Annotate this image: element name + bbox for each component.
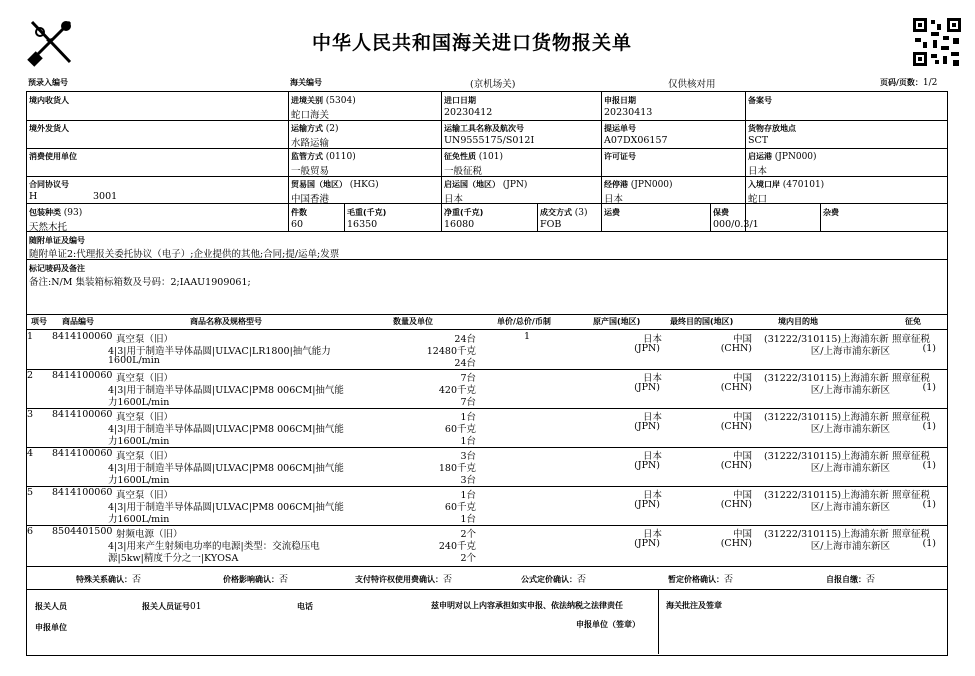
goods-code: 8414100060 (52, 331, 113, 342)
customs-emblem-icon (26, 18, 78, 68)
goods-dom1: (31222/310115)上海浦东新 (764, 412, 889, 423)
goods-dom1: (31222/310115)上海浦东新 (764, 373, 889, 384)
goods-dest: 中国 (732, 412, 752, 423)
origin-country-label: 启运国（地区） (JPN) (444, 180, 528, 190)
goods-dom2: 区/上海市浦东新区 (810, 502, 890, 513)
goods-q3: 1台 (460, 514, 476, 525)
verify-note: 仅供核对用 (668, 79, 716, 90)
customs-approval-label: 海关批注及签章 (666, 601, 722, 610)
goods-q3: 2个 (460, 553, 476, 564)
pieces-value: 60 (291, 219, 304, 230)
supervision-label: 监管方式 (0110) (291, 152, 356, 162)
goods-dom2: 区/上海市浦东新区 (810, 385, 890, 396)
goods-q2: 180千克 (438, 463, 476, 474)
goods-levy2: (1) (922, 538, 936, 549)
col-item: 项号 (31, 317, 47, 326)
departure-port-value: 日本 (748, 166, 768, 177)
self-declare: 自报自缴：否 (826, 575, 876, 585)
goods-origin: 日本 (642, 373, 662, 384)
goods-dest: 中国 (732, 490, 752, 501)
package-value: 天然木托 (29, 222, 68, 233)
goods-levy2: (1) (922, 343, 936, 354)
goods-levy2: (1) (922, 499, 936, 510)
transport-name-label: 运输工具名称及航次号 (444, 124, 524, 133)
goods-dest: 中国 (732, 334, 752, 345)
transport-mode-value: 水路运输 (291, 138, 330, 149)
contract-label: 合同协议号 (29, 180, 69, 189)
declare-unit-label: 申报单位 (35, 623, 67, 632)
goods-code: 8414100060 (52, 448, 113, 459)
goods-name1: 真空泵（旧） (116, 451, 174, 462)
goods-name2: 4|3|用于制造半导体晶圆|ULVAC|PM8 006CM|抽气能 (108, 502, 344, 513)
supervision-value: 一般贸易 (291, 166, 330, 177)
goods-q1: 1台 (460, 490, 476, 501)
import-date-label: 进口日期 (444, 96, 476, 105)
goods-q1: 7台 (460, 373, 476, 384)
bill-no-label: 提运单号 (604, 124, 636, 133)
goods-dom2: 区/上海市浦东新区 (810, 463, 890, 474)
goods-dom1: (31222/310115)上海浦东新 (764, 490, 889, 501)
goods-name3: 力1600L/min (108, 475, 170, 486)
royalty-confirm: 支付特许权使用费确认：否 (355, 575, 453, 585)
goods-dest-code: (CHN) (720, 460, 752, 471)
declare-date-value: 20230413 (604, 107, 653, 118)
goods-no: 4 (27, 448, 34, 459)
consumer-label: 消费使用单位 (29, 152, 77, 161)
goods-q2: 420千克 (438, 385, 476, 396)
col-domestic: 境内目的地 (778, 317, 818, 326)
goods-dom1: (31222/310115)上海浦东新 (764, 334, 889, 345)
customs-no-label: 海关编号 (290, 78, 322, 87)
goods-levy1: 照章征税 (892, 490, 931, 501)
goods-name1: 射频电源（旧） (116, 529, 183, 540)
provisional-price: 暂定价格确认：否 (668, 575, 734, 585)
goods-name2: 4|3|用于制造半导体晶圆|ULVAC|PM8 006CM|抽气能 (108, 385, 344, 396)
goods-code: 8414100060 (52, 409, 113, 420)
insurance-label: 保费 (713, 208, 729, 217)
declare-unit-seal-label: 申报单位（签章） (576, 620, 640, 629)
goods-origin-code: (JPN) (634, 460, 660, 471)
goods-levy1: 照章征税 (892, 529, 931, 540)
goods-price: 1 (523, 331, 530, 342)
goods-dest-code: (CHN) (720, 538, 752, 549)
marks-value: 备注:N/M 集装箱标箱数及号码：2;IAAU1909061; (29, 277, 251, 288)
goods-dest-code: (CHN) (720, 421, 752, 432)
col-name: 商品名称及规格型号 (190, 317, 262, 326)
goods-dom2: 区/上海市浦东新区 (810, 541, 890, 552)
goods-q2: 60千克 (444, 502, 476, 513)
goods-name3: 源|5kw|精度千分之一|KYOSA (108, 553, 239, 564)
goods-levy2: (1) (922, 382, 936, 393)
goods-name3: 1600L/min (108, 355, 160, 366)
contract-value-a: H (29, 191, 38, 202)
license-label: 许可证号 (604, 152, 636, 161)
formula-price: 公式定价确认：否 (521, 575, 587, 585)
goods-q3: 24台 (454, 358, 476, 369)
goods-origin: 日本 (642, 412, 662, 423)
goods-name2: 4|3|用来产生射频电功率的电源|类型：交流稳压电 (108, 541, 320, 552)
goods-name1: 真空泵（旧） (116, 334, 174, 345)
entry-customs-value: 蛇口海关 (291, 110, 330, 121)
trade-country-label: 贸易国（地区） (HKG) (291, 180, 379, 190)
entry-port-value: 蛇口 (748, 194, 768, 205)
goods-origin: 日本 (642, 529, 662, 540)
goods-no: 2 (27, 370, 34, 381)
goods-q2: 12480千克 (426, 346, 476, 357)
declarant-label: 报关人员 (35, 602, 67, 611)
goods-dest: 中国 (732, 529, 752, 540)
consignor-label: 境外发货人 (29, 124, 69, 133)
goods-code: 8414100060 (52, 370, 113, 381)
goods-dest-code: (CHN) (720, 382, 752, 393)
goods-origin-code: (JPN) (634, 343, 660, 354)
package-label: 包装种类 (93) (29, 208, 83, 218)
goods-name3: 力1600L/min (108, 514, 170, 525)
goods-origin-code: (JPN) (634, 538, 660, 549)
goods-no: 1 (27, 331, 34, 342)
goods-q1: 3台 (460, 451, 476, 462)
document-title: 中华人民共和国海关进口货物报关单 (312, 32, 633, 54)
goods-name2: 4|3|用于制造半导体晶圆|ULVAC|PM8 006CM|抽气能 (108, 463, 344, 474)
trade-country-value: 中国香港 (291, 194, 330, 205)
goods-dom2: 区/上海市浦东新区 (810, 424, 890, 435)
pieces-label: 件数 (291, 208, 307, 217)
pre-entry-label: 预录入编号 (28, 78, 68, 87)
deal-label: 成交方式 (3) (540, 208, 588, 218)
origin-country-value: 日本 (444, 194, 464, 205)
goods-levy1: 照章征税 (892, 334, 931, 345)
goods-no: 5 (27, 487, 34, 498)
goods-levy2: (1) (922, 421, 936, 432)
goods-dom2: 区/上海市浦东新区 (810, 346, 890, 357)
col-dest: 最终目的国(地区) (670, 317, 734, 326)
goods-name1: 真空泵（旧） (116, 412, 174, 423)
consignee-label: 境内收货人 (29, 96, 69, 105)
goods-no: 3 (27, 409, 34, 420)
goods-dest-code: (CHN) (720, 499, 752, 510)
goods-origin-code: (JPN) (634, 499, 660, 510)
goods-dest: 中国 (732, 373, 752, 384)
goods-name2: 4|3|用于制造半导体晶圆|ULVAC|PM8 006CM|抽气能 (108, 424, 344, 435)
goods-origin-code: (JPN) (634, 421, 660, 432)
gross-label: 毛重(千克) (347, 208, 387, 217)
goods-no: 6 (27, 526, 34, 537)
goods-origin: 日本 (642, 451, 662, 462)
gross-value: 16350 (347, 219, 378, 230)
goods-q3: 1台 (460, 436, 476, 447)
transit-port-label: 经停港 (JPN000) (604, 180, 673, 190)
insurance-value: 000/0.3/1 (713, 219, 759, 230)
net-label: 净重(千克) (444, 208, 484, 217)
goods-levy1: 照章征税 (892, 373, 931, 384)
goods-name3: 力1600L/min (108, 397, 170, 408)
goods-name1: 真空泵（旧） (116, 490, 174, 501)
col-code: 商品编号 (62, 317, 94, 326)
goods-levy1: 照章征税 (892, 451, 931, 462)
deal-value: FOB (540, 219, 562, 230)
goods-dest: 中国 (732, 451, 752, 462)
goods-levy2: (1) (922, 460, 936, 471)
net-value: 16080 (444, 219, 475, 230)
goods-dom1: (31222/310115)上海浦东新 (764, 451, 889, 462)
declare-date-label: 申报日期 (604, 96, 636, 105)
col-qty: 数量及单位 (393, 317, 433, 326)
goods-origin: 日本 (642, 490, 662, 501)
customs-office: (京机场关) (470, 79, 516, 90)
goods-q3: 3台 (460, 475, 476, 486)
transit-port-value: 日本 (604, 194, 624, 205)
goods-name3: 力1600L/min (108, 436, 170, 447)
bill-no-value: A07DX06157 (604, 135, 668, 146)
goods-dom1: (31222/310115)上海浦东新 (764, 529, 889, 540)
col-price: 单价/总价/币制 (497, 317, 551, 326)
tax-nature-value: 一般征税 (444, 166, 483, 177)
contract-value-b: 3001 (93, 191, 118, 202)
transport-name-value: UN9555175/S012I (444, 135, 535, 146)
goods-q1: 2个 (460, 529, 476, 540)
goods-code: 8414100060 (52, 487, 113, 498)
misc-label: 杂费 (823, 208, 839, 217)
special-relation: 特殊关系确认：否 (76, 575, 142, 585)
goods-name1: 真空泵（旧） (116, 373, 174, 384)
cert-no: 报关人员证号01 (142, 602, 202, 612)
tax-nature-label: 征免性质 (101) (444, 152, 503, 162)
docs-value: 随附单证2:代理报关委托协议（电子）;企业提供的其他;合同;提/运单;发票 (29, 249, 340, 260)
goods-q3: 7台 (460, 397, 476, 408)
goods-origin-code: (JPN) (634, 382, 660, 393)
transport-mode-label: 运输方式 (2) (291, 124, 339, 134)
col-levy: 征免 (905, 317, 921, 326)
import-date-value: 20230412 (444, 107, 493, 118)
goods-q2: 240千克 (438, 541, 476, 552)
storage-label: 货物存放地点 (748, 124, 796, 133)
entry-port-label: 入境口岸 (470101) (748, 180, 825, 190)
goods-origin: 日本 (642, 334, 662, 345)
col-origin: 原产国(地区) (593, 317, 641, 326)
goods-q1: 1台 (460, 412, 476, 423)
docs-label: 随附单证及编号 (29, 236, 85, 245)
goods-code: 8504401500 (52, 526, 113, 537)
freight-label: 运费 (604, 208, 620, 217)
goods-q1: 24台 (454, 334, 476, 345)
goods-dest-code: (CHN) (720, 343, 752, 354)
qr-code-icon (913, 18, 961, 66)
entry-customs-label: 进境关别 (5304) (291, 96, 356, 106)
price-effect: 价格影响确认：否 (223, 575, 289, 585)
page-indicator: 页码/页数：1/2 (880, 78, 938, 88)
phone-label: 电话 (297, 602, 313, 611)
storage-value: SCT (748, 135, 769, 146)
marks-label: 标记唛码及备注 (29, 264, 85, 273)
goods-levy1: 照章征税 (892, 412, 931, 423)
departure-port-label: 启运港 (JPN000) (748, 152, 817, 162)
record-no-label: 备案号 (748, 96, 772, 105)
goods-q2: 60千克 (444, 424, 476, 435)
goods-name2: 4|3|用于制造半导体晶圆|ULVAC|LR1800|抽气能力 (108, 346, 331, 357)
legal-statement: 兹申明对以上内容承担如实申报、依法纳税之法律责任 (431, 601, 623, 610)
